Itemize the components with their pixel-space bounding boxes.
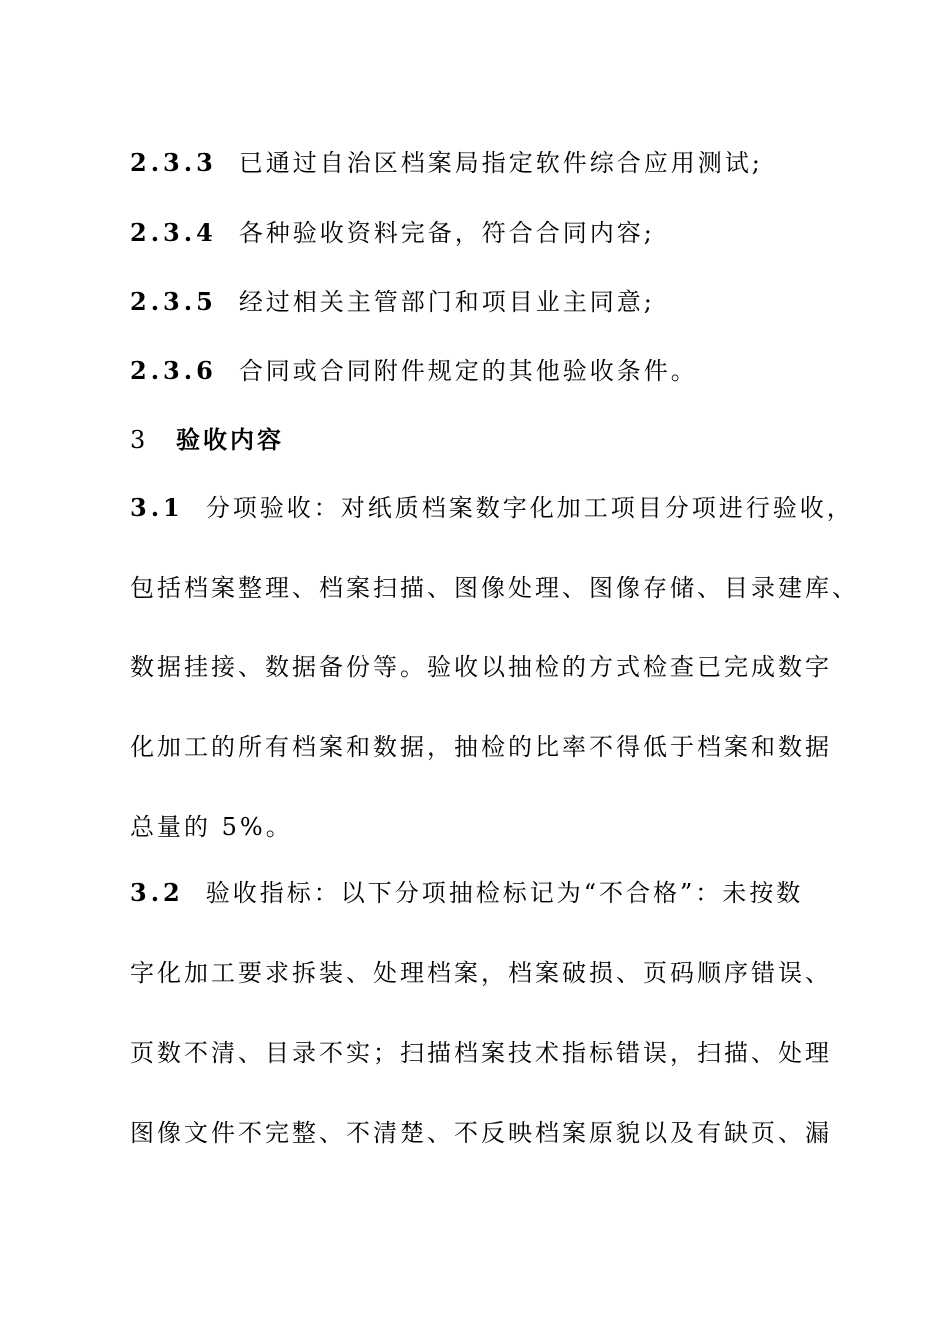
paragraph-3-1-line-2 [130,573,859,603]
paragraph-text: 数据挂接、数据备份等。验收以抽检的方式检查已完成数字 [130,653,832,681]
item-2-3-6 [130,356,698,386]
paragraph-3-1-line-4 [130,732,832,762]
paragraph-text: 页数不清、目录不实；扫描档案技术指标错误，扫描、处理 [130,1039,832,1067]
section-title: 验收内容 [176,425,284,454]
item-2-3-4 [130,218,655,248]
item-number: 2.3.4 [130,218,217,247]
item-text: 已通过自治区档案局指定软件综合应用测试; [238,149,763,177]
paragraph-text: 总量的 5%。 [130,813,293,841]
paragraph-3-2-line-3 [130,1038,832,1068]
item-text: 合同或合同附件规定的其他验收条件。 [238,357,698,385]
paragraph-3-2-line-4 [130,1118,832,1148]
item-text: 各种验收资料完备，符合合同内容; [238,219,655,247]
paragraph-3-2-line-1 [130,878,803,908]
paragraph-text: 化加工的所有档案和数据，抽检的比率不得低于档案和数据 [130,733,832,761]
paragraph-text: 字化加工要求拆装、处理档案，档案破损、页码顺序错误、 [130,959,832,987]
item-number: 2.3.3 [130,148,217,177]
item-2-3-3 [130,148,763,178]
paragraph-text: 包括档案整理、档案扫描、图像处理、图像存储、目录建库、 [130,574,859,602]
paragraph-text: 分项验收：对纸质档案数字化加工项目分项进行验收， [205,494,854,522]
paragraph-text: 图像文件不完整、不清楚、不反映档案原貌以及有缺页、漏 [130,1119,832,1147]
item-number: 2.3.6 [130,356,217,385]
paragraph-3-2-line-2 [130,958,832,988]
paragraph-3-1-line-5 [130,812,293,842]
paragraph-text: 验收指标：以下分项抽检标记为“不合格”：未按数 [205,879,804,907]
item-2-3-5 [130,287,655,317]
section-number: 3 [130,426,149,454]
paragraph-3-1-line-3 [130,652,832,682]
item-number: 2.3.5 [130,287,217,316]
section-heading [130,425,284,455]
paragraph-3-1-line-1 [130,493,854,523]
paragraph-number: 3.2 [130,878,184,907]
item-text: 经过相关主管部门和项目业主同意; [238,288,655,316]
paragraph-number: 3.1 [130,493,184,522]
